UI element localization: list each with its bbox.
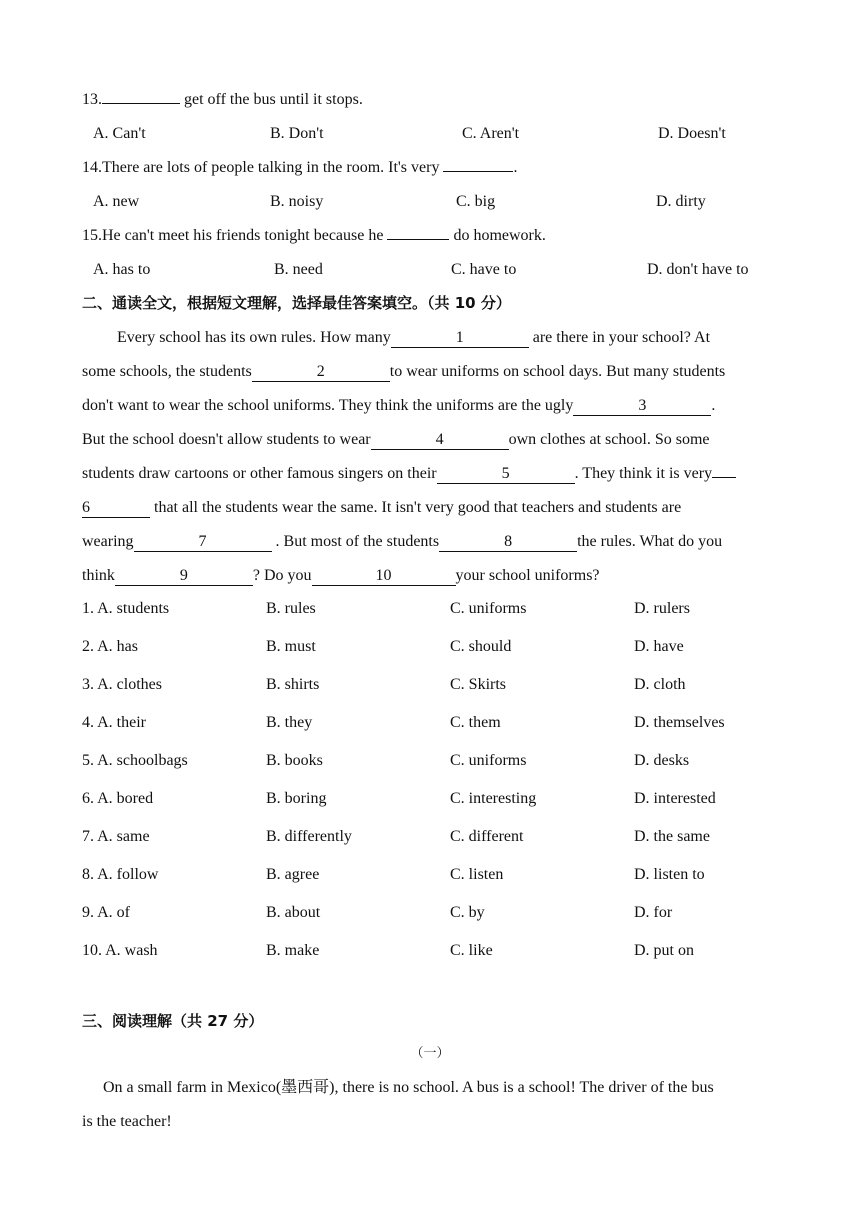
option-d: D. dirty — [656, 193, 706, 210]
passage-number: （一） — [410, 1045, 450, 1060]
cloze-option-b: B. shirts — [266, 676, 320, 693]
numbered-blank-start — [712, 477, 736, 478]
passage-line: think 9 ? Do you 10 your school uniforms? — [82, 567, 600, 584]
answer-blank — [443, 171, 513, 172]
reading-line: On a small farm in Mexico(墨西哥), there is no school. A bus is a school! The driver of the bus — [103, 1079, 714, 1096]
cloze-question-option-a: 6. A. bored — [82, 790, 154, 807]
cloze-option-d: D. themselves — [634, 714, 725, 731]
passage-line: 6 that all the students wear the same. It isn't very good that teachers and students are — [82, 499, 682, 516]
cloze-option-b: B. they — [266, 714, 313, 731]
numbered-blank: 2 — [252, 363, 390, 382]
option-c: C. Aren't — [462, 125, 520, 142]
cloze-option-d: D. interested — [634, 790, 716, 807]
cloze-option-d: D. have — [634, 638, 684, 655]
question-13: 13. get off the bus until it stops. — [82, 91, 363, 108]
answer-blank — [387, 239, 449, 240]
numbered-blank: 7 — [134, 533, 272, 552]
passage-line: wearing 7 . But most of the students 8 the rules. What do you — [82, 533, 723, 550]
numbered-blank: 9 — [115, 567, 253, 586]
section-2-title: 二、通读全文，根据短文理解，选择最佳答案填空。（共 10 分） — [82, 294, 511, 312]
cloze-option-b: B. must — [266, 638, 316, 655]
numbered-blank: 10 — [312, 567, 456, 586]
cloze-option-d: D. desks — [634, 752, 690, 769]
option-a: A. has to — [93, 261, 151, 278]
option-d: D. Doesn't — [658, 125, 726, 142]
numbered-blank-end: 6 — [82, 499, 150, 518]
option-d: D. don't have to — [647, 261, 749, 278]
cloze-option-c: C. should — [450, 638, 512, 655]
cloze-option-d: D. the same — [634, 828, 710, 845]
option-b: B. need — [274, 261, 323, 278]
passage-line: some schools, the students 2 to wear uniforms on school days. But many students — [82, 363, 726, 380]
cloze-option-c: C. by — [450, 904, 485, 921]
numbered-blank: 3 — [573, 397, 711, 416]
option-b: B. noisy — [270, 193, 324, 210]
numbered-blank: 8 — [439, 533, 577, 552]
option-c: C. big — [456, 193, 496, 210]
cloze-option-c: C. Skirts — [450, 676, 507, 693]
cloze-option-b: B. books — [266, 752, 323, 769]
option-b: B. Don't — [270, 125, 324, 142]
passage-line: don't want to wear the school uniforms. They think the uniforms are the ugly 3 . — [82, 397, 716, 414]
cloze-option-d: D. for — [634, 904, 673, 921]
cloze-option-b: B. agree — [266, 866, 320, 883]
numbered-blank: 5 — [437, 465, 575, 484]
question-14: 14.There are lots of people talking in the room. It's very . — [82, 159, 518, 176]
cloze-question-option-a: 2. A. has — [82, 638, 138, 655]
cloze-option-d: D. put on — [634, 942, 694, 959]
cloze-option-c: C. different — [450, 828, 524, 845]
cloze-option-b: B. rules — [266, 600, 316, 617]
cloze-question-option-a: 7. A. same — [82, 828, 150, 845]
cloze-question-option-a: 4. A. their — [82, 714, 146, 731]
cloze-question-option-a: 8. A. follow — [82, 866, 159, 883]
cloze-option-d: D. listen to — [634, 866, 705, 883]
cloze-question-option-a: 1. A. students — [82, 600, 170, 617]
cloze-question-option-a: 5. A. schoolbags — [82, 752, 188, 769]
cloze-option-d: D. cloth — [634, 676, 686, 693]
cloze-option-b: B. about — [266, 904, 321, 921]
numbered-blank: 1 — [391, 329, 529, 348]
passage-line: students draw cartoons or other famous singers on their 5 . They think it is very — [82, 464, 782, 484]
passage-line: Every school has its own rules. How many 1 are there in your school? At — [117, 329, 711, 346]
option-a: A. Can't — [93, 125, 146, 142]
cloze-option-c: C. listen — [450, 866, 504, 883]
cloze-option-c: C. uniforms — [450, 600, 527, 617]
cloze-question-option-a: 10. A. wash — [82, 942, 158, 959]
answer-blank — [102, 103, 180, 104]
cloze-option-d: D. rulers — [634, 600, 690, 617]
question-15: 15.He can't meet his friends tonight because he do homework. — [82, 227, 546, 244]
passage-line: But the school doesn't allow students to wear 4 own clothes at school. So some — [82, 431, 710, 448]
cloze-option-b: B. differently — [266, 828, 352, 845]
section-3-title: 三、阅读理解（共 27 分） — [82, 1012, 264, 1030]
option-c: C. have to — [451, 261, 517, 278]
cloze-option-c: C. them — [450, 714, 501, 731]
cloze-option-c: C. uniforms — [450, 752, 527, 769]
cloze-question-option-a: 9. A. of — [82, 904, 130, 921]
numbered-blank: 4 — [371, 431, 509, 450]
cloze-option-b: B. make — [266, 942, 320, 959]
cloze-question-option-a: 3. A. clothes — [82, 676, 162, 693]
reading-line: is the teacher! — [82, 1113, 172, 1130]
option-a: A. new — [93, 193, 140, 210]
cloze-option-c: C. interesting — [450, 790, 537, 807]
cloze-option-c: C. like — [450, 942, 493, 959]
cloze-option-b: B. boring — [266, 790, 327, 807]
